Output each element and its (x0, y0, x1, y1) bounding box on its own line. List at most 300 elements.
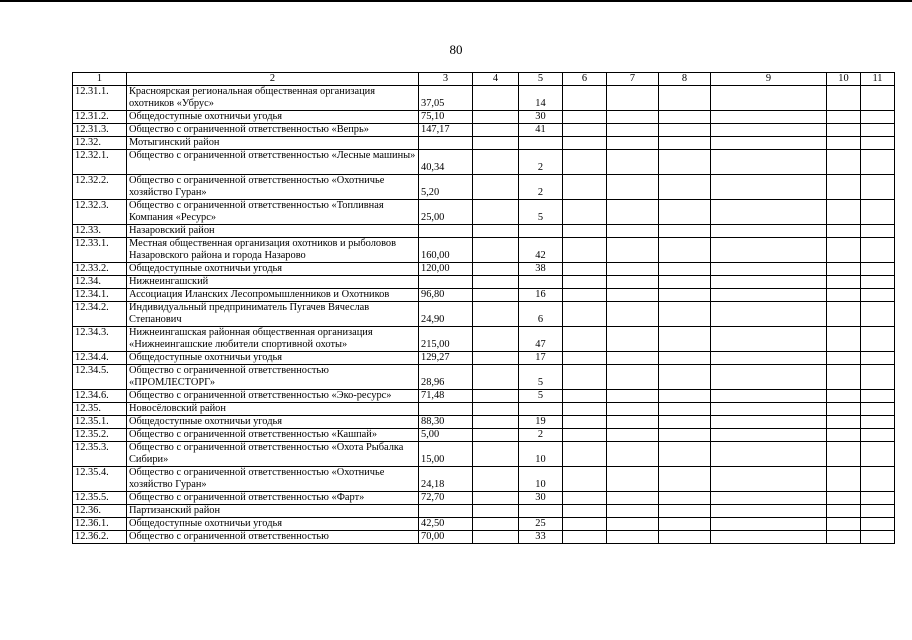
empty-cell (861, 467, 895, 492)
header-cell: 11 (861, 73, 895, 86)
row-code-cell: 12.32.3. (73, 200, 127, 225)
row-count-cell: 16 (519, 289, 563, 302)
row-count-cell: 5 (519, 390, 563, 403)
empty-cell (607, 416, 659, 429)
table-row (73, 225, 895, 238)
row-code-cell: 12.35.1. (73, 416, 127, 429)
empty-cell (827, 225, 861, 238)
empty-cell (659, 238, 711, 263)
empty-cell (827, 200, 861, 225)
table-row (73, 111, 895, 124)
empty-cell (861, 276, 895, 289)
empty-cell (711, 289, 827, 302)
table-row (73, 390, 895, 403)
table-row (73, 263, 895, 276)
empty-cell (659, 302, 711, 327)
row-count-cell: 33 (519, 531, 563, 544)
empty-cell (711, 429, 827, 442)
empty-cell (607, 302, 659, 327)
empty-cell (827, 403, 861, 416)
row-count-cell (519, 505, 563, 518)
empty-cell (473, 200, 519, 225)
empty-cell (659, 352, 711, 365)
row-area-cell: 70,00 (419, 531, 473, 544)
row-name-cell: Общество с ограниченной ответственностью «Кашпай» (127, 429, 419, 442)
row-area-cell: 15,00 (419, 442, 473, 467)
empty-cell (827, 518, 861, 531)
empty-cell (563, 289, 607, 302)
empty-cell (861, 518, 895, 531)
table-row (73, 150, 895, 175)
empty-cell (711, 137, 827, 150)
table-row (73, 416, 895, 429)
empty-cell (827, 150, 861, 175)
empty-cell (659, 505, 711, 518)
empty-cell (563, 238, 607, 263)
empty-cell (861, 390, 895, 403)
empty-cell (659, 390, 711, 403)
empty-cell (827, 276, 861, 289)
empty-cell (473, 505, 519, 518)
row-name-cell: Общество с ограниченной ответственностью «ПРОМЛЕСТОРГ» (127, 365, 419, 390)
row-area-cell: 40,34 (419, 150, 473, 175)
row-area-cell: 24,18 (419, 467, 473, 492)
row-name-cell: Местная общественная организация охотников и рыболовов Назаровского района и города Назарово (127, 238, 419, 263)
empty-cell (659, 86, 711, 111)
empty-cell (607, 200, 659, 225)
row-name-cell: Общедоступные охотничьи угодья (127, 416, 419, 429)
empty-cell (473, 225, 519, 238)
row-area-cell: 129,27 (419, 352, 473, 365)
empty-cell (563, 86, 607, 111)
row-area-cell: 25,00 (419, 200, 473, 225)
empty-cell (563, 200, 607, 225)
row-area-cell: 160,00 (419, 238, 473, 263)
empty-cell (563, 327, 607, 352)
table-row (73, 86, 895, 111)
row-code-cell: 12.33.1. (73, 238, 127, 263)
empty-cell (607, 429, 659, 442)
empty-cell (711, 327, 827, 352)
table-header-row (73, 73, 895, 86)
empty-cell (607, 86, 659, 111)
row-code-cell: 12.36.2. (73, 531, 127, 544)
header-cell: 2 (127, 73, 419, 86)
empty-cell (473, 416, 519, 429)
empty-cell (711, 263, 827, 276)
empty-cell (473, 276, 519, 289)
row-count-cell: 38 (519, 263, 563, 276)
empty-cell (659, 276, 711, 289)
empty-cell (563, 124, 607, 137)
empty-cell (607, 111, 659, 124)
empty-cell (473, 327, 519, 352)
empty-cell (711, 124, 827, 137)
row-code-cell: 12.35.3. (73, 442, 127, 467)
empty-cell (607, 175, 659, 200)
empty-cell (659, 175, 711, 200)
row-name-cell: Общество с ограниченной ответственностью «Охотничье хозяйство Гуран» (127, 175, 419, 200)
row-area-cell (419, 276, 473, 289)
empty-cell (563, 442, 607, 467)
empty-cell (659, 327, 711, 352)
row-name-cell: Общедоступные охотничьи угодья (127, 111, 419, 124)
row-area-cell: 42,50 (419, 518, 473, 531)
row-count-cell: 30 (519, 111, 563, 124)
row-name-cell: Общество с ограниченной ответственностью «Лесные машины» (127, 150, 419, 175)
empty-cell (563, 416, 607, 429)
empty-cell (473, 302, 519, 327)
row-count-cell: 2 (519, 429, 563, 442)
empty-cell (711, 442, 827, 467)
page-top-border (0, 0, 912, 2)
row-area-cell: 5,00 (419, 429, 473, 442)
empty-cell (827, 531, 861, 544)
empty-cell (473, 137, 519, 150)
row-code-cell: 12.34.3. (73, 327, 127, 352)
empty-cell (827, 111, 861, 124)
row-code-cell: 12.35. (73, 403, 127, 416)
row-count-cell: 10 (519, 467, 563, 492)
row-count-cell: 2 (519, 150, 563, 175)
empty-cell (607, 137, 659, 150)
empty-cell (607, 124, 659, 137)
row-code-cell: 12.31.1. (73, 86, 127, 111)
header-cell: 5 (519, 73, 563, 86)
empty-cell (473, 289, 519, 302)
empty-cell (711, 225, 827, 238)
row-code-cell: 12.32.2. (73, 175, 127, 200)
row-count-cell: 10 (519, 442, 563, 467)
empty-cell (827, 352, 861, 365)
empty-cell (861, 86, 895, 111)
empty-cell (827, 137, 861, 150)
empty-cell (607, 492, 659, 505)
header-cell: 10 (827, 73, 861, 86)
empty-cell (563, 505, 607, 518)
empty-cell (861, 327, 895, 352)
empty-cell (473, 467, 519, 492)
row-name-cell: Общество с ограниченной ответственностью «Вепрь» (127, 124, 419, 137)
empty-cell (659, 416, 711, 429)
empty-cell (473, 365, 519, 390)
row-area-cell: 88,30 (419, 416, 473, 429)
row-area-cell: 120,00 (419, 263, 473, 276)
table-row (73, 289, 895, 302)
row-count-cell (519, 137, 563, 150)
row-area-cell (419, 225, 473, 238)
empty-cell (861, 403, 895, 416)
empty-cell (473, 263, 519, 276)
empty-cell (827, 175, 861, 200)
empty-cell (473, 124, 519, 137)
row-area-cell (419, 505, 473, 518)
empty-cell (563, 518, 607, 531)
empty-cell (827, 263, 861, 276)
empty-cell (563, 429, 607, 442)
empty-cell (659, 429, 711, 442)
empty-cell (861, 263, 895, 276)
row-code-cell: 12.34.2. (73, 302, 127, 327)
header-cell: 4 (473, 73, 519, 86)
empty-cell (607, 390, 659, 403)
row-code-cell: 12.34.5. (73, 365, 127, 390)
row-code-cell: 12.34.1. (73, 289, 127, 302)
empty-cell (659, 263, 711, 276)
empty-cell (861, 365, 895, 390)
row-area-cell: 5,20 (419, 175, 473, 200)
row-name-cell: Общество с ограниченной ответственностью «Эко-ресурс» (127, 390, 419, 403)
empty-cell (607, 327, 659, 352)
empty-cell (711, 518, 827, 531)
empty-cell (827, 467, 861, 492)
empty-cell (711, 238, 827, 263)
row-code-cell: 12.34.4. (73, 352, 127, 365)
empty-cell (563, 225, 607, 238)
row-area-cell: 71,48 (419, 390, 473, 403)
table-row (73, 531, 895, 544)
empty-cell (563, 390, 607, 403)
empty-cell (711, 467, 827, 492)
row-count-cell: 47 (519, 327, 563, 352)
table-row (73, 467, 895, 492)
row-area-cell: 24,90 (419, 302, 473, 327)
empty-cell (659, 531, 711, 544)
empty-cell (563, 365, 607, 390)
row-code-cell: 12.31.3. (73, 124, 127, 137)
row-name-cell: Общество с ограниченной ответственностью «Охотничье хозяйство Гуран» (127, 467, 419, 492)
empty-cell (473, 150, 519, 175)
empty-cell (827, 390, 861, 403)
table-row (73, 442, 895, 467)
empty-cell (861, 505, 895, 518)
empty-cell (711, 505, 827, 518)
empty-cell (827, 442, 861, 467)
empty-cell (563, 137, 607, 150)
row-name-cell: Партизанский район (127, 505, 419, 518)
row-count-cell (519, 225, 563, 238)
empty-cell (607, 442, 659, 467)
empty-cell (711, 276, 827, 289)
empty-cell (827, 492, 861, 505)
row-name-cell: Общедоступные охотничьи угодья (127, 263, 419, 276)
empty-cell (659, 518, 711, 531)
header-cell: 7 (607, 73, 659, 86)
table-row (73, 238, 895, 263)
row-area-cell: 147,17 (419, 124, 473, 137)
row-name-cell: Нижнеингашская районная общественная организация «Нижнеингашские любители спортивной охоты» (127, 327, 419, 352)
empty-cell (473, 175, 519, 200)
empty-cell (827, 289, 861, 302)
empty-cell (607, 263, 659, 276)
row-count-cell: 25 (519, 518, 563, 531)
empty-cell (861, 200, 895, 225)
empty-cell (659, 137, 711, 150)
empty-cell (473, 86, 519, 111)
row-area-cell: 75,10 (419, 111, 473, 124)
row-name-cell: Ассоциация Иланских Лесопромышленников и Охотников (127, 289, 419, 302)
table-row (73, 175, 895, 200)
empty-cell (711, 150, 827, 175)
table-row (73, 302, 895, 327)
hunting-grounds-table (72, 72, 895, 544)
empty-cell (827, 505, 861, 518)
row-name-cell: Мотыгинский район (127, 137, 419, 150)
table-row (73, 492, 895, 505)
empty-cell (607, 365, 659, 390)
row-count-cell (519, 276, 563, 289)
empty-cell (473, 429, 519, 442)
empty-cell (659, 124, 711, 137)
row-code-cell: 12.32.1. (73, 150, 127, 175)
row-code-cell: 12.35.4. (73, 467, 127, 492)
empty-cell (607, 531, 659, 544)
empty-cell (861, 238, 895, 263)
empty-cell (607, 238, 659, 263)
empty-cell (711, 352, 827, 365)
empty-cell (563, 276, 607, 289)
empty-cell (861, 111, 895, 124)
row-name-cell: Нижнеингашский (127, 276, 419, 289)
empty-cell (827, 365, 861, 390)
empty-cell (827, 124, 861, 137)
row-area-cell: 28,96 (419, 365, 473, 390)
row-count-cell: 6 (519, 302, 563, 327)
table-row (73, 137, 895, 150)
empty-cell (711, 403, 827, 416)
empty-cell (659, 111, 711, 124)
row-code-cell: 12.32. (73, 137, 127, 150)
row-name-cell: Общество с ограниченной ответственностью «Охота Рыбалка Сибири» (127, 442, 419, 467)
row-name-cell: Общество с ограниченной ответственностью «Фарт» (127, 492, 419, 505)
empty-cell (659, 442, 711, 467)
empty-cell (861, 531, 895, 544)
empty-cell (659, 289, 711, 302)
row-code-cell: 12.33.2. (73, 263, 127, 276)
empty-cell (607, 467, 659, 492)
row-count-cell: 19 (519, 416, 563, 429)
empty-cell (861, 289, 895, 302)
empty-cell (607, 276, 659, 289)
empty-cell (711, 492, 827, 505)
empty-cell (563, 492, 607, 505)
empty-cell (861, 429, 895, 442)
row-name-cell: Общество с ограниченной ответственностью (127, 531, 419, 544)
empty-cell (659, 403, 711, 416)
empty-cell (607, 352, 659, 365)
row-code-cell: 12.36.1. (73, 518, 127, 531)
row-area-cell: 96,80 (419, 289, 473, 302)
row-count-cell: 5 (519, 200, 563, 225)
empty-cell (473, 492, 519, 505)
empty-cell (473, 403, 519, 416)
row-count-cell (519, 403, 563, 416)
table-row (73, 505, 895, 518)
row-count-cell: 42 (519, 238, 563, 263)
empty-cell (563, 403, 607, 416)
header-cell: 8 (659, 73, 711, 86)
empty-cell (563, 263, 607, 276)
empty-cell (659, 365, 711, 390)
empty-cell (563, 150, 607, 175)
empty-cell (607, 403, 659, 416)
empty-cell (827, 327, 861, 352)
empty-cell (563, 111, 607, 124)
empty-cell (861, 416, 895, 429)
row-area-cell: 215,00 (419, 327, 473, 352)
empty-cell (711, 390, 827, 403)
empty-cell (711, 302, 827, 327)
empty-cell (473, 442, 519, 467)
empty-cell (473, 352, 519, 365)
empty-cell (659, 467, 711, 492)
empty-cell (861, 352, 895, 365)
table-body (73, 73, 895, 544)
empty-cell (563, 531, 607, 544)
row-count-cell: 5 (519, 365, 563, 390)
empty-cell (607, 150, 659, 175)
row-code-cell: 12.35.5. (73, 492, 127, 505)
empty-cell (607, 505, 659, 518)
empty-cell (563, 175, 607, 200)
row-count-cell: 30 (519, 492, 563, 505)
empty-cell (659, 150, 711, 175)
row-code-cell: 12.33. (73, 225, 127, 238)
empty-cell (861, 175, 895, 200)
row-name-cell: Общество с ограниченной ответственностью «Топливная Компания «Ресурс» (127, 200, 419, 225)
empty-cell (711, 111, 827, 124)
row-area-cell: 72,70 (419, 492, 473, 505)
empty-cell (473, 518, 519, 531)
empty-cell (607, 289, 659, 302)
empty-cell (563, 352, 607, 365)
header-cell: 1 (73, 73, 127, 86)
empty-cell (711, 200, 827, 225)
empty-cell (563, 302, 607, 327)
row-name-cell: Назаровский район (127, 225, 419, 238)
row-code-cell: 12.31.2. (73, 111, 127, 124)
table-row (73, 365, 895, 390)
table-row (73, 276, 895, 289)
empty-cell (861, 137, 895, 150)
page-number: 80 (449, 42, 463, 57)
table-row (73, 200, 895, 225)
header-cell: 6 (563, 73, 607, 86)
row-count-cell: 14 (519, 86, 563, 111)
row-count-cell: 41 (519, 124, 563, 137)
row-area-cell (419, 137, 473, 150)
row-name-cell: Красноярская региональная общественная организация охотников «Убрус» (127, 86, 419, 111)
empty-cell (861, 492, 895, 505)
empty-cell (659, 225, 711, 238)
empty-cell (827, 302, 861, 327)
table-row (73, 327, 895, 352)
empty-cell (711, 531, 827, 544)
empty-cell (827, 429, 861, 442)
table-row (73, 518, 895, 531)
table-row (73, 403, 895, 416)
empty-cell (473, 531, 519, 544)
empty-cell (659, 200, 711, 225)
empty-cell (861, 124, 895, 137)
row-code-cell: 12.35.2. (73, 429, 127, 442)
row-area-cell: 37,05 (419, 86, 473, 111)
row-code-cell: 12.36. (73, 505, 127, 518)
empty-cell (473, 111, 519, 124)
empty-cell (473, 390, 519, 403)
row-area-cell (419, 403, 473, 416)
empty-cell (861, 150, 895, 175)
